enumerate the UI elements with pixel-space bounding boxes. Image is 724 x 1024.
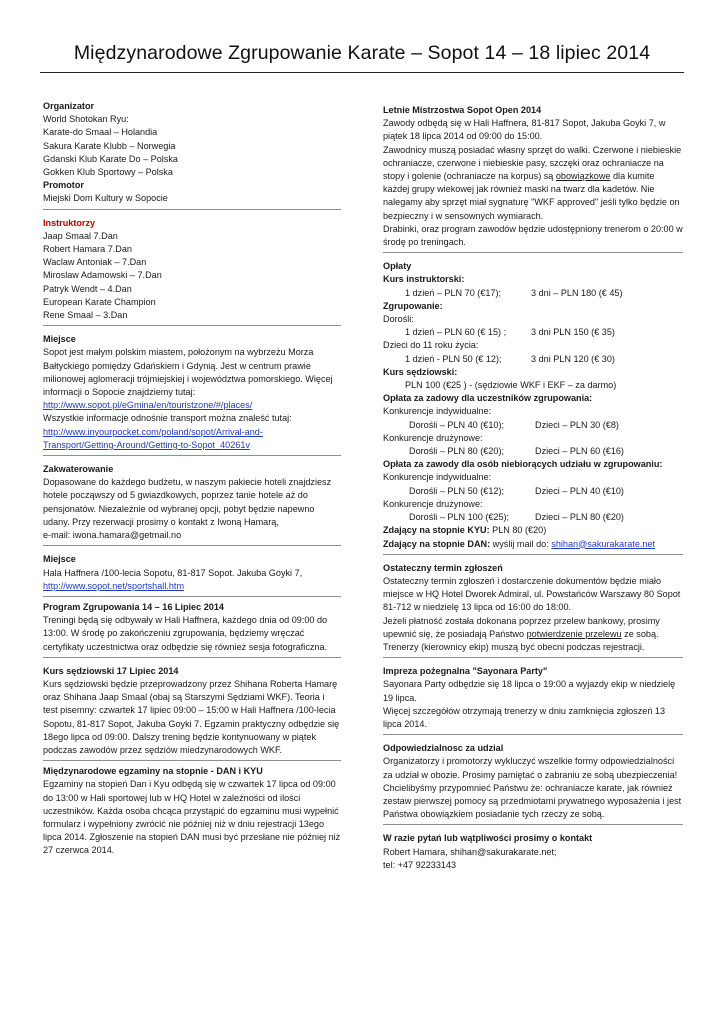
egzaminy-heading: Międzynarodowe egzaminy na stopnie - DAN i KYU [43, 766, 263, 777]
kurs-text: Kurs sędziowski będzie przeprowadzony przez Shihana Roberta Hamarę oraz Shihana Jaap Smaal (obaj są Starszymi Sędziami WKF). Teoria i test pisemny: czwartek 17 lipiec 09:00 – 15:00 w Hali Haffnera /100-lecia Sopotu, 81-817 Sopot, Jakuba Goyki 7. Egzamin praktyczny odbędzie się 18ego lipca od 09:00. Dalszy trening będzie kontynuowany w piątek podczas zawodów przez sędziów miedzynarodowych WKF. [43, 678, 340, 755]
odpowiedzialnosc-heading: Odpowiedzialnosc za udzial [383, 743, 504, 754]
section-miejsce-hala [43, 550, 341, 597]
egzaminy-text: Egzaminy na stopień Dan i Kyu odbędą się w czwartek 17 lipca od 09:00 do 13:00 w Hali sportowej lub w HQ Hotel w zależności od ilości uczestników. Każda osoba chcąca przystąpić do egzaminu musi wypełnić formularz i wypełniony zwrócić nie później niż w dniu rejestracji 13ego lipca 2014. Zgłoszenie na stopień DAN musi być przesłane nie później niż 27 czerwca 2014. [43, 779, 341, 856]
price-kids: Dzieci – PLN 30 (€8) [535, 419, 619, 430]
sportshall-link[interactable]: http://www.sopot.net/sportshall.htm [43, 580, 185, 591]
promotor-text: Miejski Dom Kultury w Sopocie [43, 193, 168, 204]
price-adults: Dorośli – PLN 50 (€12); [409, 485, 505, 496]
mistrzostwa-text2-a: Zawodnicy muszą posiadać własny sprzęt do walki. Czerwone i niebieskie ochraniacze, czerwone i niebieskie pasy, szczęki oraz ochraniacze na stopy i golenie (ochraniacze na korpus) są [383, 144, 682, 182]
transport-link[interactable]: http://www.inyourpocket.com/poland/sopot/Arrival-and- [43, 426, 263, 437]
price-kids: Dzieci – PLN 60 (€16) [535, 446, 624, 457]
transport-link-cont[interactable]: Transport/Getting-Around/Getting-to-Sopot_40261v [43, 439, 250, 450]
section-odpowiedzialnosc [383, 739, 683, 825]
miejsce-text: Sopot jest małym polskim miastem, położonym na wybrzeżu Morza Bałtyckiego pomiędzy Gdańskiem i Gdynią. Jest w centrum prawie milionowej aglomeracji trójmiejskiej i województwa pomorskiego. Więcej informacji o Sopocie znajdziemy tutaj: [43, 347, 333, 398]
instructor-item: Jaap Smaal 7.Dan [43, 230, 118, 241]
program-text: Treningi będą się odbywały w Hali Haffnera, każdego dnia od 09:00 do 13:00. W środę po zakończeniu zgrupowania, będziemy wręczać certyfikaty uczestnictwa oraz odbędzie się również sesja fotograficzna. [43, 615, 328, 652]
mistrzostwa-text1: Zawody odbędą się w Hali Haffnera, 81-817 Sopot, Jakuba Goyki 7, w piątek 18 lipca 2014 od 09:00 do 15:00. [383, 118, 666, 142]
mistrzostwa-heading: Letnie Mistrzostwa Sopot Open 2014 [383, 105, 542, 115]
program-heading: Program Zgrupowania 14 – 16 Lipiec 2014 [43, 601, 224, 612]
instructor-item: Robert Hamara 7.Dan [43, 244, 132, 255]
kurs-instruktorski-prices [383, 287, 683, 300]
instructor-item: Patryk Wendt – 4.Dan [43, 283, 132, 294]
instruktorzy-heading: Instruktorzy [43, 217, 96, 228]
price-kids: Dzieci – PLN 40 (€10) [535, 485, 624, 496]
niebiorace-heading: Opłata za zawody dla osób niebiorących udziału w zgrupowaniu: [383, 459, 663, 470]
organizator-line: Gokken Klub Sportowy – Polska [43, 167, 173, 178]
dzieci-prices [383, 353, 683, 366]
section-program [43, 601, 341, 658]
miejsce2-text: Hala Haffnera /100-lecia Sopotu, 81-817 Sopot. Jakuba Goyki 7, [43, 567, 303, 578]
price-adults: Dorośli – PLN 100 (€25); [409, 512, 510, 523]
kontakt-line: Robert Hamara, shihan@sakurakarate.net; [383, 846, 557, 857]
section-kontakt [383, 829, 683, 875]
dan-fee [383, 538, 683, 551]
section-oplaty [383, 257, 683, 554]
dan-email-link[interactable]: shihan@sakurakarate.net [551, 538, 656, 549]
section-zakwaterowanie [43, 460, 341, 546]
zgrupowanie-heading: Zgrupowanie: [383, 300, 443, 311]
indywidualne-label: Konkurencje indywidualne: [383, 406, 492, 417]
dan-value: wyślij mail do: [490, 538, 552, 549]
mistrzostwa-text2-b: dla kumite każdej grupy wiekowej jak również maski na twarz dla kadetów. Nie nalegamy aby sprzęt miał sygnaturę "WKF approved" jeśli tylko będzie on bezpieczny i w sensownych wymiarach. [383, 171, 680, 221]
organizator-line: Karate-do Smaal – Holandia [43, 127, 158, 138]
dorosli-prices [383, 326, 683, 339]
termin-potwierdzenie: potwierdzenie przelewu [526, 628, 622, 639]
druzynowe-label: Konkurencje drużynowe: [383, 432, 483, 443]
price-1day: 1 dzień - PLN 50 (€ 12); [405, 353, 502, 364]
section-mistrzostwa [383, 104, 683, 253]
left-column [43, 100, 341, 865]
price-1day: 1 dzień – PLN 70 (€17); [405, 287, 502, 298]
termin-heading: Ostateczny termin zgłoszeń [383, 562, 503, 573]
organizator-line: World Shotokan Ryu: [43, 114, 129, 125]
mistrzostwa-text3: Drabinki, oraz program zawodów będzie udostępniony trenerom o 20:00 w środę po treningach. [383, 223, 683, 248]
instructor-item: Miroslaw Adamowski – 7.Dan [43, 270, 162, 281]
kurs-instruktorski-heading: Kurs instruktorski: [383, 274, 465, 285]
indywidualne-prices [383, 419, 683, 432]
section-organizator [43, 100, 341, 210]
druzynowe2-label: Konkurencje drużynowe: [383, 498, 483, 509]
indywidualne2-label: Konkurencje indywidualne: [383, 472, 492, 483]
organizator-line: Gdanski Klub Karate Do – Polska [43, 153, 178, 164]
dzieci-label: Dzieci do 11 roku życia: [383, 340, 479, 351]
impreza-text1: Sayonara Party odbędzie się 18 lipca o 19:00 a wyjazdy ekip w niedzielę 19 lipca. [383, 679, 676, 703]
kyu-fee [383, 524, 683, 537]
price-1day: 1 dzień – PLN 60 (€ 15) ; [405, 327, 507, 338]
organizator-heading: Organizator [43, 101, 95, 111]
oplaty-heading: Opłaty [383, 261, 412, 272]
zakwaterowanie-email: e-mail: iwona.hamara@getmail.no [43, 530, 182, 541]
mistrzostwa-text2 [383, 144, 683, 223]
druzynowe-prices [383, 445, 683, 458]
title-divider [40, 72, 684, 73]
kyu-label: Zdający na stopnie KYU: [383, 525, 490, 536]
instructor-item: European Karate Champion [43, 296, 156, 307]
instructor-item: Waclaw Antoniak – 7.Dan [43, 257, 147, 268]
sopot-places-link[interactable]: http://www.sopot.pl/eGmina/en/touristzone/#/places/ [43, 400, 253, 411]
price-3day: 3 dni PLN 150 (€ 35) [531, 327, 615, 338]
kontakt-heading: W razie pytań lub wątpliwości prosimy o kontakt [383, 833, 593, 844]
kurs-sedziowski-heading: Kurs sędziowski: [383, 366, 458, 377]
zakwaterowanie-heading: Zakwaterowanie [43, 464, 114, 475]
section-miejsce [43, 330, 341, 456]
organizator-line: Sakura Karate Klubb – Norwegia [43, 140, 176, 151]
section-kurs-sedziowski [43, 662, 341, 761]
dan-label: Zdający na stopnie DAN: [383, 538, 491, 549]
impreza-heading: Impreza pożegnalna "Sayonara Party" [383, 666, 548, 677]
kyu-value: PLN 80 (€20) [489, 525, 547, 536]
miejsce-heading: Miejsce [43, 334, 76, 345]
dorosli-label: Dorośli: [383, 314, 414, 325]
zawody-heading: Opłata za zadowy dla uczestników zgrupowania: [383, 393, 593, 404]
termin-text1: Ostateczny termin zgłoszeń i dostarczenie dokumentów będzie miało miejsce w HQ Hotel Dworek Admiral, ul. Powstańców Warszawy 80 Sopot 81-712 w niedzielę 13 lipca od 16:00 do 18:00. [383, 575, 681, 613]
promotor-heading: Promotor [43, 180, 84, 191]
impreza-text2: Więcej szczegółów otrzymają trenerzy w dniu zamknięcia zgłoszeń 13 lipca 2014. [383, 705, 666, 729]
price-3day: 3 dni PLN 120 (€ 30) [531, 353, 615, 364]
termin-text3: Trenerzy (kierownicy ekip) muszą być obecni podczas rejestracji. [383, 641, 645, 652]
miejsce2-heading: Miejsce [43, 554, 76, 565]
instructor-item: Rene Smaal – 3.Dan [43, 310, 128, 321]
termin-text2 [383, 615, 683, 641]
price-adults: Dorośli – PLN 80 (€20); [409, 446, 505, 457]
right-column [383, 104, 683, 879]
section-impreza [383, 662, 683, 735]
odpowiedzialnosc-text: Organizatorzy i promotorzy wykluczyć wszelkie formy odpowiedzialności za udział w obozie. Prosimy pamiętać o zabraniu ze sobą ubezpieczenia! Chcielibyśmy przypomnieć Państwu że: ochraniacze karate, jak również zestaw pierwszej pomocy są przedmiotami prywatnego wyposażenia i jest Państwa obowiązkiem posiadanie tych rzeczy ze sobą. [383, 756, 682, 820]
price-kids: Dzieci – PLN 80 (€20) [535, 512, 624, 523]
section-egzaminy [43, 765, 341, 860]
indywidualne2-prices [383, 485, 683, 498]
price-adults: Dorośli – PLN 40 (€10); [409, 419, 505, 430]
kontakt-phone: tel: +47 92233143 [383, 859, 457, 870]
termin-text2-a: Jeżeli płatność została dokonana poprzez przelew bankowy, prosimy upewnić się, że posiadają Państwo [383, 615, 660, 639]
section-termin [383, 559, 683, 658]
kurs-sedziowski-price: PLN 100 (€25 ) - (sędziowie WKF i EKF – za darmo) [405, 380, 617, 391]
mistrzostwa-obowiazkowe: obowiązkowe [555, 171, 611, 182]
price-3day: 3 dni – PLN 180 (€ 45) [531, 287, 623, 298]
kurs-heading: Kurs sędziowski 17 Lipiec 2014 [43, 665, 179, 676]
zakwaterowanie-text: Dopasowane do każdego budżetu, w naszym pakiecie hoteli znajdziesz hotele począwszy od 5 gwiazdkowych, poprzez tanie hotele aż do pensjonatów. Niezależnie od wybranej opcji, pobyt będzie napewno udany. Przy rezerwacji prosimy o kontakt z Iwoną Hamarą, [43, 477, 332, 527]
transport-text: Wszystkie informacje odnośnie transport można znaleść tutaj: [43, 413, 292, 424]
termin-text2-b: ze sobą. [621, 628, 659, 639]
page-title: Międzynarodowe Zgrupowanie Karate – Sopot 14 – 18 lipiec 2014 [73, 42, 651, 64]
druzynowe2-prices [383, 511, 683, 524]
section-instruktorzy [43, 214, 341, 327]
